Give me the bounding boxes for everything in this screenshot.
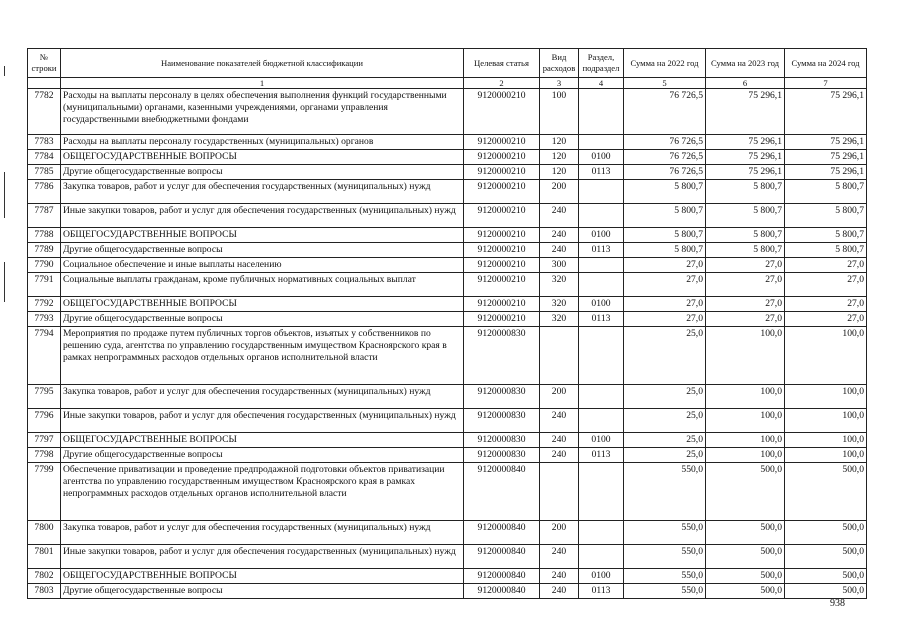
sum-2024-cell: 500,0 — [785, 584, 867, 599]
target-article-cell: 9120000210 — [464, 243, 540, 258]
row-number-cell: 7801 — [28, 545, 61, 569]
column-number: 7 — [785, 78, 867, 89]
row-number-cell: 7789 — [28, 243, 61, 258]
margin-mark — [4, 172, 5, 218]
section-cell — [579, 521, 624, 545]
sum-2022-cell: 550,0 — [624, 545, 706, 569]
expense-type-cell: 120 — [540, 165, 579, 180]
header-section: Раздел, подраздел — [579, 49, 624, 78]
sum-2023-cell: 27,0 — [706, 273, 785, 297]
section-cell: 0100 — [579, 433, 624, 448]
indicator-name-cell: Мероприятия по продаже путем публичных торгов объектов, изъятых у собственников по решению суда, агентства по управлению государственным имуществом Красноярского края в рамках непрограммных расходов отдельных органов исполнительной власти — [61, 327, 464, 385]
row-number-cell: 7797 — [28, 433, 61, 448]
section-cell: 0113 — [579, 448, 624, 463]
sum-2023-cell: 5 800,7 — [706, 243, 785, 258]
table-row — [28, 273, 867, 297]
sum-2024-cell: 27,0 — [785, 273, 867, 297]
section-cell — [579, 463, 624, 521]
sum-2024-cell: 27,0 — [785, 312, 867, 327]
sum-2022-cell: 27,0 — [624, 312, 706, 327]
section-cell — [579, 204, 624, 228]
sum-2023-cell: 500,0 — [706, 569, 785, 584]
sum-2023-cell: 75 296,1 — [706, 135, 785, 150]
sum-2022-cell: 5 800,7 — [624, 180, 706, 204]
row-number-cell: 7798 — [28, 448, 61, 463]
sum-2024-cell: 75 296,1 — [785, 89, 867, 135]
column-number: 1 — [61, 78, 464, 89]
row-number-cell: 7792 — [28, 297, 61, 312]
table-row — [28, 165, 867, 180]
table-row — [28, 327, 867, 385]
indicator-name-cell: Другие общегосударственные вопросы — [61, 448, 464, 463]
target-article-cell: 9120000210 — [464, 273, 540, 297]
row-number-cell: 7794 — [28, 327, 61, 385]
expense-type-cell: 320 — [540, 297, 579, 312]
table-row — [28, 204, 867, 228]
target-article-cell: 9120000210 — [464, 89, 540, 135]
expense-type-cell — [540, 463, 579, 521]
page-number: 938 — [830, 598, 845, 609]
sum-2024-cell: 5 800,7 — [785, 228, 867, 243]
sum-2022-cell: 550,0 — [624, 569, 706, 584]
table-row — [28, 463, 867, 521]
sum-2023-cell: 500,0 — [706, 584, 785, 599]
row-number-cell: 7799 — [28, 463, 61, 521]
indicator-name-cell: Расходы на выплаты персоналу в целях обеспечения выполнения функций государственными (муниципальными) органами, казенными учреждениями, органами управления государственными внебюджетными фондами — [61, 89, 464, 135]
table-row — [28, 180, 867, 204]
expense-type-cell: 120 — [540, 150, 579, 165]
sum-2022-cell: 76 726,5 — [624, 89, 706, 135]
sum-2022-cell: 76 726,5 — [624, 135, 706, 150]
indicator-name-cell: Другие общегосударственные вопросы — [61, 165, 464, 180]
sum-2024-cell: 100,0 — [785, 385, 867, 409]
indicator-name-cell: ОБЩЕГОСУДАРСТВЕННЫЕ ВОПРОСЫ — [61, 569, 464, 584]
expense-type-cell: 120 — [540, 135, 579, 150]
expense-type-cell: 100 — [540, 89, 579, 135]
sum-2024-cell: 100,0 — [785, 433, 867, 448]
sum-2023-cell: 500,0 — [706, 521, 785, 545]
sum-2024-cell: 100,0 — [785, 327, 867, 385]
sum-2024-cell: 75 296,1 — [785, 150, 867, 165]
sum-2024-cell: 500,0 — [785, 463, 867, 521]
target-article-cell: 9120000210 — [464, 228, 540, 243]
expense-type-cell: 240 — [540, 545, 579, 569]
table-row — [28, 433, 867, 448]
indicator-name-cell: Закупка товаров, работ и услуг для обеспечения государственных (муниципальных) нужд — [61, 385, 464, 409]
section-cell — [579, 89, 624, 135]
row-number-cell: 7782 — [28, 89, 61, 135]
target-article-cell: 9120000210 — [464, 297, 540, 312]
sum-2022-cell: 5 800,7 — [624, 243, 706, 258]
section-cell — [579, 180, 624, 204]
header-sum-2024: Сумма на 2024 год — [785, 49, 867, 78]
row-number-cell: 7802 — [28, 569, 61, 584]
header-indicator-name: Наименование показателей бюджетной классификации — [61, 49, 464, 78]
expense-type-cell: 240 — [540, 584, 579, 599]
target-article-cell: 9120000210 — [464, 258, 540, 273]
expense-type-cell: 240 — [540, 409, 579, 433]
sum-2022-cell: 25,0 — [624, 409, 706, 433]
sum-2023-cell: 75 296,1 — [706, 150, 785, 165]
section-cell: 0100 — [579, 569, 624, 584]
row-number-cell: 7791 — [28, 273, 61, 297]
sum-2022-cell: 550,0 — [624, 463, 706, 521]
row-number-cell: 7784 — [28, 150, 61, 165]
indicator-name-cell: Расходы на выплаты персоналу государственных (муниципальных) органов — [61, 135, 464, 150]
table-body — [28, 89, 867, 599]
target-article-cell: 9120000830 — [464, 409, 540, 433]
header-sum-2022: Сумма на 2022 год — [624, 49, 706, 78]
sum-2022-cell: 76 726,5 — [624, 150, 706, 165]
column-number-row — [28, 78, 867, 89]
sum-2024-cell: 27,0 — [785, 297, 867, 312]
section-cell: 0100 — [579, 297, 624, 312]
sum-2022-cell: 27,0 — [624, 273, 706, 297]
expense-type-cell: 240 — [540, 569, 579, 584]
target-article-cell: 9120000830 — [464, 433, 540, 448]
header-expense-type: Вид расходов — [540, 49, 579, 78]
section-cell: 0100 — [579, 228, 624, 243]
table-row — [28, 228, 867, 243]
section-cell — [579, 409, 624, 433]
expense-type-cell: 240 — [540, 448, 579, 463]
row-number-cell: 7788 — [28, 228, 61, 243]
target-article-cell: 9120000830 — [464, 327, 540, 385]
indicator-name-cell: ОБЩЕГОСУДАРСТВЕННЫЕ ВОПРОСЫ — [61, 297, 464, 312]
table-row — [28, 243, 867, 258]
header-row-number: № строки — [28, 49, 61, 78]
section-cell — [579, 258, 624, 273]
target-article-cell: 9120000830 — [464, 385, 540, 409]
table-row — [28, 150, 867, 165]
sum-2022-cell: 25,0 — [624, 448, 706, 463]
section-cell: 0113 — [579, 312, 624, 327]
table-row — [28, 409, 867, 433]
target-article-cell: 9120000210 — [464, 204, 540, 228]
indicator-name-cell: ОБЩЕГОСУДАРСТВЕННЫЕ ВОПРОСЫ — [61, 228, 464, 243]
margin-mark — [4, 66, 5, 76]
expense-type-cell: 240 — [540, 204, 579, 228]
section-cell — [579, 545, 624, 569]
sum-2023-cell: 5 800,7 — [706, 180, 785, 204]
section-cell — [579, 135, 624, 150]
expense-type-cell: 240 — [540, 243, 579, 258]
table-row — [28, 448, 867, 463]
sum-2024-cell: 500,0 — [785, 545, 867, 569]
expense-type-cell: 240 — [540, 228, 579, 243]
target-article-cell: 9120000840 — [464, 584, 540, 599]
table-row — [28, 297, 867, 312]
sum-2022-cell: 25,0 — [624, 327, 706, 385]
column-number: 2 — [464, 78, 540, 89]
sum-2024-cell: 75 296,1 — [785, 135, 867, 150]
sum-2022-cell: 5 800,7 — [624, 204, 706, 228]
section-cell: 0113 — [579, 243, 624, 258]
budget-table — [27, 48, 867, 599]
header-sum-2023: Сумма на 2023 год — [706, 49, 785, 78]
row-number-cell: 7795 — [28, 385, 61, 409]
table-row — [28, 89, 867, 135]
row-number-cell: 7796 — [28, 409, 61, 433]
expense-type-cell: 200 — [540, 385, 579, 409]
target-article-cell: 9120000210 — [464, 135, 540, 150]
row-number-cell: 7783 — [28, 135, 61, 150]
indicator-name-cell: Закупка товаров, работ и услуг для обеспечения государственных (муниципальных) нужд — [61, 521, 464, 545]
target-article-cell: 9120000210 — [464, 312, 540, 327]
sum-2022-cell: 25,0 — [624, 385, 706, 409]
target-article-cell: 9120000210 — [464, 165, 540, 180]
sum-2023-cell: 75 296,1 — [706, 89, 785, 135]
target-article-cell: 9120000210 — [464, 150, 540, 165]
sum-2023-cell: 5 800,7 — [706, 228, 785, 243]
sum-2023-cell: 100,0 — [706, 385, 785, 409]
row-number-cell: 7803 — [28, 584, 61, 599]
row-number-cell: 7800 — [28, 521, 61, 545]
expense-type-cell: 320 — [540, 312, 579, 327]
sum-2023-cell: 100,0 — [706, 327, 785, 385]
sum-2023-cell: 75 296,1 — [706, 165, 785, 180]
table-row — [28, 135, 867, 150]
target-article-cell: 9120000830 — [464, 448, 540, 463]
column-number — [28, 78, 61, 89]
expense-type-cell: 300 — [540, 258, 579, 273]
section-cell: 0113 — [579, 165, 624, 180]
target-article-cell: 9120000210 — [464, 180, 540, 204]
row-number-cell: 7786 — [28, 180, 61, 204]
sum-2023-cell: 100,0 — [706, 448, 785, 463]
sum-2023-cell: 27,0 — [706, 312, 785, 327]
sum-2024-cell: 5 800,7 — [785, 180, 867, 204]
indicator-name-cell: Иные закупки товаров, работ и услуг для обеспечения государственных (муниципальных) нужд — [61, 545, 464, 569]
target-article-cell: 9120000840 — [464, 545, 540, 569]
indicator-name-cell: Социальное обеспечение и иные выплаты населению — [61, 258, 464, 273]
expense-type-cell: 200 — [540, 521, 579, 545]
sum-2023-cell: 100,0 — [706, 409, 785, 433]
sum-2023-cell: 5 800,7 — [706, 204, 785, 228]
indicator-name-cell: Другие общегосударственные вопросы — [61, 584, 464, 599]
row-number-cell: 7790 — [28, 258, 61, 273]
section-cell: 0113 — [579, 584, 624, 599]
target-article-cell: 9120000840 — [464, 521, 540, 545]
sum-2024-cell: 27,0 — [785, 258, 867, 273]
sum-2024-cell: 5 800,7 — [785, 204, 867, 228]
sum-2024-cell: 500,0 — [785, 521, 867, 545]
section-cell — [579, 327, 624, 385]
sum-2022-cell: 550,0 — [624, 521, 706, 545]
sum-2023-cell: 27,0 — [706, 297, 785, 312]
indicator-name-cell: Другие общегосударственные вопросы — [61, 312, 464, 327]
indicator-name-cell: Закупка товаров, работ и услуг для обеспечения государственных (муниципальных) нужд — [61, 180, 464, 204]
expense-type-cell: 320 — [540, 273, 579, 297]
sum-2022-cell: 27,0 — [624, 258, 706, 273]
table-row — [28, 258, 867, 273]
target-article-cell: 9120000840 — [464, 463, 540, 521]
table-row — [28, 584, 867, 599]
target-article-cell: 9120000840 — [464, 569, 540, 584]
header-target-article: Целевая статья — [464, 49, 540, 78]
row-number-cell: 7793 — [28, 312, 61, 327]
sum-2024-cell: 500,0 — [785, 569, 867, 584]
sum-2024-cell: 75 296,1 — [785, 165, 867, 180]
row-number-cell: 7787 — [28, 204, 61, 228]
sum-2022-cell: 76 726,5 — [624, 165, 706, 180]
table-row — [28, 521, 867, 545]
sum-2024-cell: 100,0 — [785, 409, 867, 433]
sum-2022-cell: 27,0 — [624, 297, 706, 312]
table-row — [28, 569, 867, 584]
indicator-name-cell: Социальные выплаты гражданам, кроме публичных нормативных социальных выплат — [61, 273, 464, 297]
sum-2024-cell: 100,0 — [785, 448, 867, 463]
column-number: 4 — [579, 78, 624, 89]
sum-2023-cell: 100,0 — [706, 433, 785, 448]
sum-2022-cell: 25,0 — [624, 433, 706, 448]
table-row — [28, 312, 867, 327]
column-number: 6 — [706, 78, 785, 89]
table-header-row — [28, 49, 867, 78]
column-number: 5 — [624, 78, 706, 89]
sum-2024-cell: 5 800,7 — [785, 243, 867, 258]
indicator-name-cell: Иные закупки товаров, работ и услуг для обеспечения государственных (муниципальных) нужд — [61, 409, 464, 433]
section-cell: 0100 — [579, 150, 624, 165]
sum-2023-cell: 500,0 — [706, 545, 785, 569]
margin-mark — [4, 262, 5, 302]
expense-type-cell: 240 — [540, 433, 579, 448]
indicator-name-cell: ОБЩЕГОСУДАРСТВЕННЫЕ ВОПРОСЫ — [61, 433, 464, 448]
row-number-cell: 7785 — [28, 165, 61, 180]
expense-type-cell: 200 — [540, 180, 579, 204]
table-row — [28, 545, 867, 569]
indicator-name-cell: Иные закупки товаров, работ и услуг для обеспечения государственных (муниципальных) нужд — [61, 204, 464, 228]
sum-2023-cell: 27,0 — [706, 258, 785, 273]
table-row — [28, 385, 867, 409]
sum-2023-cell: 500,0 — [706, 463, 785, 521]
section-cell — [579, 273, 624, 297]
indicator-name-cell: Обеспечение приватизации и проведение предпродажной подготовки объектов приватизации агентства по управлению государственным имуществом Красноярского края в рамках непрограммных расходов отдельных органов исполнительной власти — [61, 463, 464, 521]
indicator-name-cell: Другие общегосударственные вопросы — [61, 243, 464, 258]
sum-2022-cell: 5 800,7 — [624, 228, 706, 243]
expense-type-cell — [540, 327, 579, 385]
column-number: 3 — [540, 78, 579, 89]
indicator-name-cell: ОБЩЕГОСУДАРСТВЕННЫЕ ВОПРОСЫ — [61, 150, 464, 165]
section-cell — [579, 385, 624, 409]
sum-2022-cell: 550,0 — [624, 584, 706, 599]
